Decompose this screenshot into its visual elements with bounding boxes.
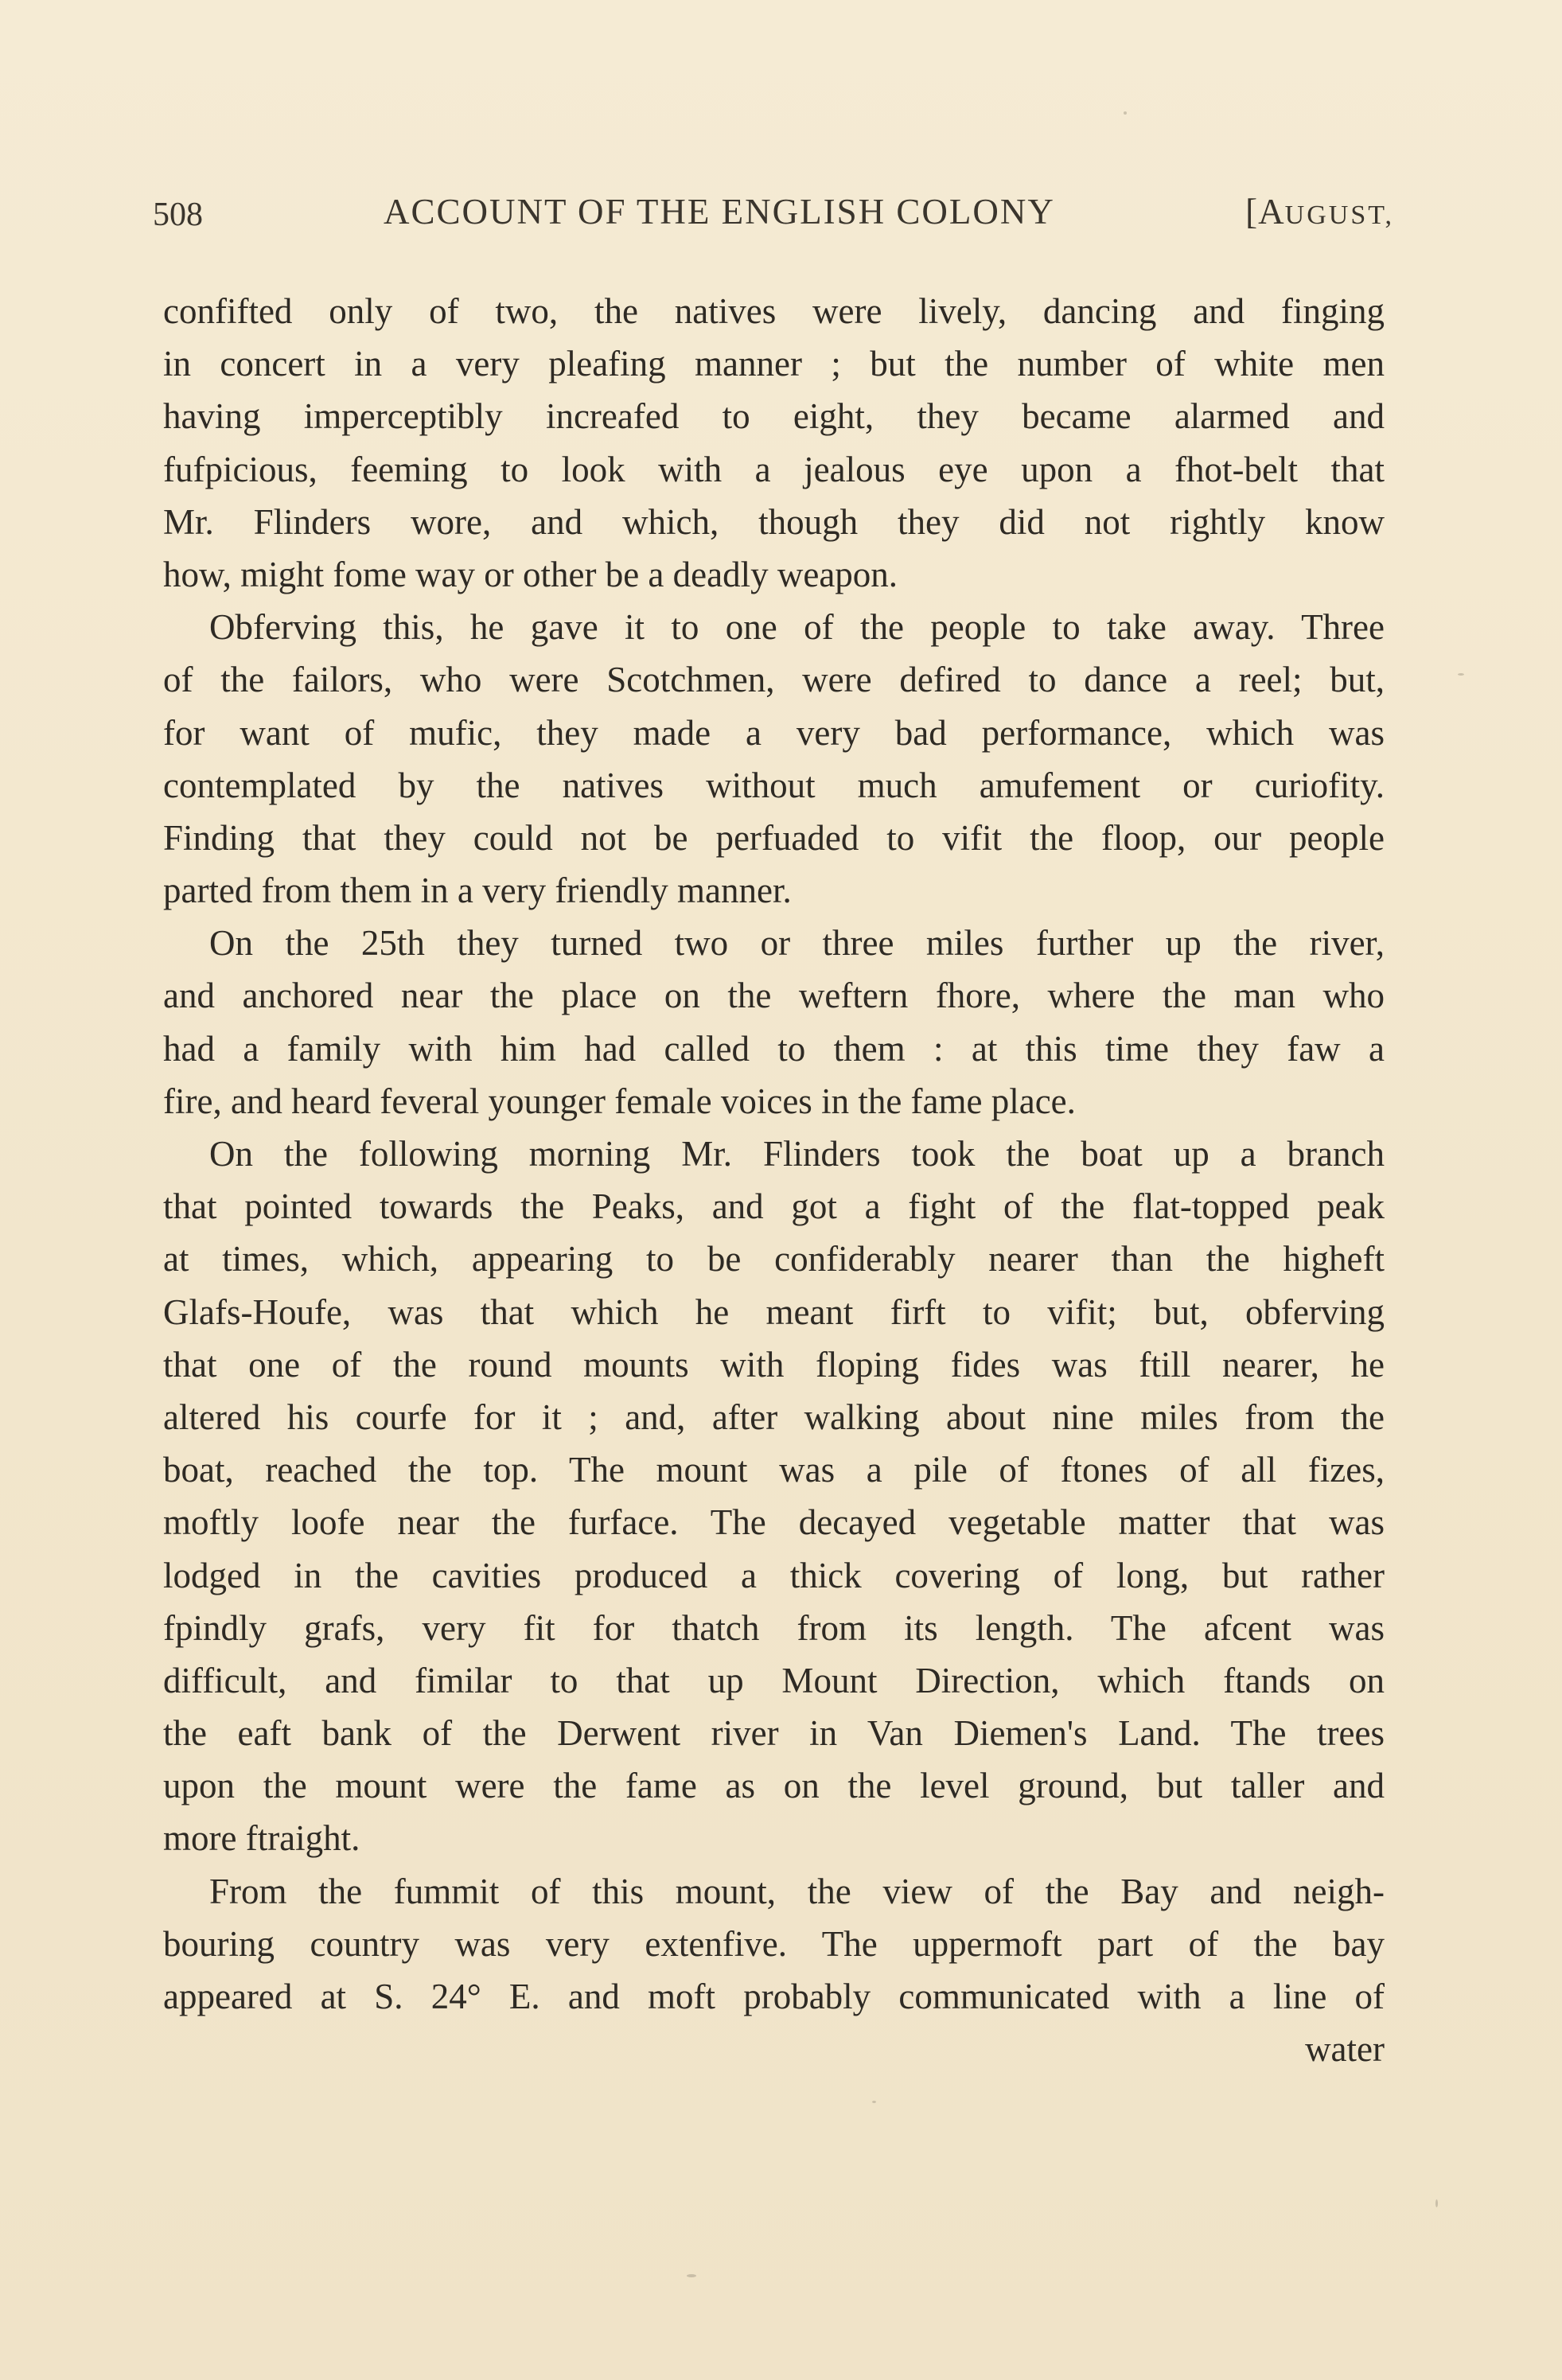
paper-speck [687,2274,696,2277]
text-line: Glafs-Houfe, was that which he meant firft to vifit; but, obferving [163,1291,1385,1332]
text-line: more ftraight. [163,1818,360,1859]
paragraph-start-line: From the fummit of this mount, the view of the Bay and neigh- [209,1871,1385,1911]
text-line: Mr. Flinders wore, and which, though they did not rightly know [163,501,1385,542]
text-line: how, might fome way or other be a deadly weapon. [163,554,898,594]
catchword: water [1305,2029,1385,2070]
text-line: lodged in the cavities produced a thick covering of long, but rather [163,1555,1385,1595]
text-line: upon the mount were the fame as on the level ground, but taller and [163,1766,1385,1806]
running-head-month-initial: A [1258,192,1285,232]
text-line: confifted only of two, the natives were lively, dancing and finging [163,291,1385,331]
text-line: for want of mufic, they made a very bad performance, which was [163,712,1385,753]
paragraph-start-line: On the following morning Mr. Flinders took the boat up a branch [209,1134,1385,1174]
paper-speck [1124,111,1127,115]
text-line: the eaft bank of the Derwent river in Van Diemen's Land. The trees [163,1713,1385,1754]
text-line: at times, which, appearing to be confiderably nearer than the higheft [163,1239,1385,1280]
text-line: bouring country was very extenfive. The uppermoft part of the bay [163,1923,1385,1964]
paper-speck [1458,673,1464,676]
paper-speck [872,2101,876,2103]
text-line: altered his courfe for it ; and, after walking about nine miles from the [163,1396,1385,1437]
text-line: moftly loofe near the furface. The decayed vegetable matter that was [163,1502,1385,1543]
text-line: Finding that they could not be perfuaded to vifit the floop, our people [163,817,1385,858]
text-line: that one of the round mounts with floping fides was ftill nearer, he [163,1344,1385,1385]
text-line: and anchored near the place on the weftern fhore, where the man who [163,976,1385,1016]
text-line: that pointed towards the Peaks, and got a fight of the flat-topped peak [163,1186,1385,1227]
text-line: of the failors, who were Scotchmen, were defired to dance a reel; but, [163,660,1385,700]
text-line: in concert in a very pleafing manner ; but the number of white men [163,344,1385,384]
text-line: fire, and heard feveral younger female voices in the fame place. [163,1081,1076,1121]
paragraph-start-line: On the 25th they turned two or three miles further up the river, [209,923,1385,964]
paper-speck [1435,2199,1438,2207]
running-head-month [1245,191,1394,232]
running-head-month-rest: UGUST, [1284,201,1394,230]
text-line: having imperceptibly increafed to eight, they became alarmed and [163,396,1385,437]
text-line: had a family with him had called to them : at this time they faw a [163,1028,1385,1069]
running-head [153,191,1394,247]
running-head-title: ACCOUNT OF THE ENGLISH COLONY [384,192,1055,232]
page-number: 508 [153,197,203,233]
text-line: fpindly grafs, very fit for thatch from its length. The afcent was [163,1607,1385,1648]
text-line: appeared at S. 24° E. and moft probably communicated with a line of [163,1977,1385,2016]
text-line: fufpicious, feeming to look with a jealous eye upon a fhot-belt that [163,449,1385,489]
text-line: parted from them in a very friendly manner. [163,871,792,911]
body-text [163,285,1385,2075]
text-line: difficult, and fimilar to that up Mount Direction, which ftands on [163,1660,1385,1700]
paragraph-start-line: Obferving this, he gave it to one of the people to take away. Three [209,607,1385,648]
running-head-bracket: [ [1245,192,1259,232]
text-line: contemplated by the natives without much amufement or curiofity. [163,765,1385,805]
text-line: boat, reached the top. The mount was a pile of ftones of all fizes, [163,1450,1385,1490]
